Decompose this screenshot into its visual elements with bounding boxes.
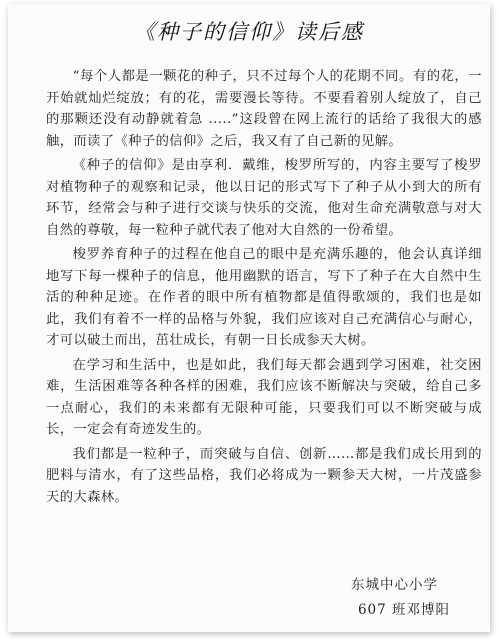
- signature-school: 东城中心小学: [351, 577, 438, 593]
- document-title: 《种子的信仰》读后感: [134, 20, 364, 44]
- essay-body: [46, 66, 482, 511]
- document-page: [8, 4, 490, 632]
- paragraph: “每个人都是一颗花的种子，只不过每个人的花期不同。有的花，一开始就灿烂绽放；有的花，需要漫长等待。不要看着别人绽放了，自己的那颗还没有动静就着急 .....”这段曾在网上流行的话给了我很大的感触，而读了《种子的信仰》之后，我又有了自己新的见解。: [46, 69, 482, 149]
- paragraph: 我们都是一粒种子，而突破与自信、创新……都是我们成长用到的肥料与清水，有了这些品格，我们必将成为一颗参天大树，一片茂盛参天的大森林。: [46, 446, 482, 505]
- signature-author: 607 班邓博阳: [357, 602, 450, 618]
- paragraph: 在学习和生活中，也是如此，我们每天都会遇到学习困难，社交困难，生活困难等各种各样的困难，我们应该不断解决与突破，给自己多一点耐心，我们的未来都有无限种可能，只要我们可以不断突破与成长，一定会有奇迹发生的。: [46, 357, 482, 437]
- paragraph: 《种子的信仰》是由享利．戴维，梭罗所写的，内容主要写了梭罗对植物种子的观察和记录，他以日记的形式写下了种子从小到大的所有环节，经常会与种子进行交谈与快乐的交流，他对生命充满敬意与对大自然的尊敬，每一粒种子就代表了他对大自然的一份希望。: [46, 158, 482, 238]
- paragraph: 梭罗养育种子的过程在他自己的眼中是充满乐趣的，他会认真详细地写下每一棵种子的信息，他用幽默的语言，写下了种子在大自然中生活的种种足迹。在作者的眼中所有植物都是值得歌颂的，我们也是如此，我们有着不一样的品格与外貌，我们应该对自己充满信心与耐心，才可以破土而出，茁壮成长，有朝一日长成参天大树。: [46, 247, 482, 348]
